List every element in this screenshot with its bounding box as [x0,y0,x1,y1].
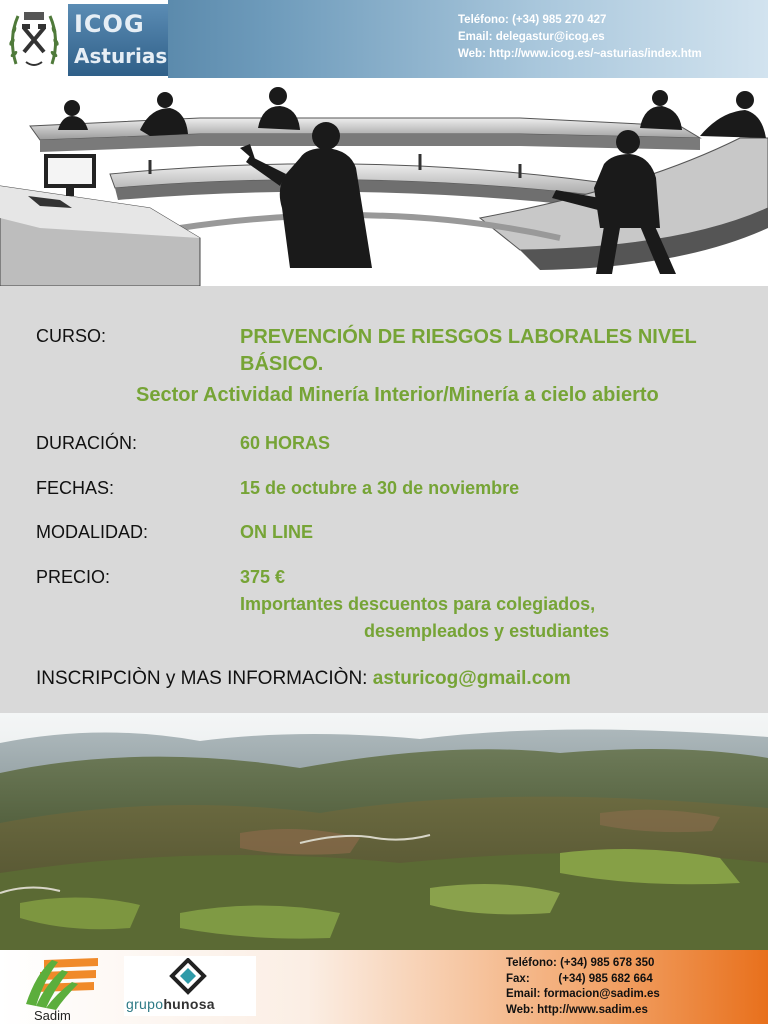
inscripcion-line [36,668,571,690]
curso-label: CURSO: [36,326,107,346]
icog-web[interactable]: Web: http://www.icog.es/~asturias/index.htm [458,48,702,60]
landscape-photo [0,713,768,950]
course-title: PREVENCIÓN DE RIESGOS LABORALES NIVEL BÁSICO. [240,326,697,375]
descuento-line2: desempleados y estudiantes [364,621,610,641]
grupo-hunosa-logo [124,956,256,1016]
hunosa-diamond-icon [168,958,208,996]
sadim-label: Sadim [34,1008,71,1023]
logo-title: ICOG [74,10,145,38]
modalidad-label: MODALIDAD: [36,522,149,542]
mountain-landscape-image [0,713,768,950]
fechas-label: FECHAS: [36,478,115,498]
office-illustration [0,78,768,286]
hunosa-grupo: grupo [126,996,164,1012]
inscripcion-email[interactable]: asturicog@gmail.com [372,668,571,689]
sadim-web[interactable]: Web: http://www.sadim.es [506,1003,648,1016]
logo-subtitle: Asturias [74,44,168,68]
precio-label: PRECIO: [36,567,111,587]
descuento-line1: Importantes descuentos para colegiados, [240,594,596,614]
course-sector: Sector Actividad Minería Interior/Minería a cielo abierto [136,384,659,406]
classroom-silhouette-image [0,78,768,286]
duracion-label: DURACIÓN: [36,433,138,453]
icog-phone: Teléfono: (+34) 985 270 427 [458,14,607,26]
sadim-contact [506,956,660,1018]
icog-logo-text [68,4,168,76]
icog-logo [0,0,168,78]
icog-email[interactable]: Email: delegastur@icog.es [458,31,605,43]
icog-emblem-icon [6,4,62,74]
precio-value: 375 € [240,567,286,587]
icog-contact [458,12,702,63]
course-info [0,288,768,708]
sadim-email[interactable]: Email: formacion@sadim.es [506,988,660,1000]
hunosa-wordmark [126,996,215,1012]
modalidad-value: ON LINE [240,522,314,542]
sadim-phone: Teléfono: (+34) 985 678 350 [506,957,655,969]
footer-banner [0,950,768,1024]
header-banner [0,0,768,78]
fechas-value: 15 de octubre a 30 de noviembre [240,478,520,498]
hunosa-name: hunosa [163,996,215,1012]
sadim-fax: Fax: (+34) 985 682 664 [506,972,653,985]
inscripcion-label: INSCRIPCIÒN y MAS INFORMACIÒN: [36,668,368,689]
duracion-value: 60 HORAS [240,433,331,453]
